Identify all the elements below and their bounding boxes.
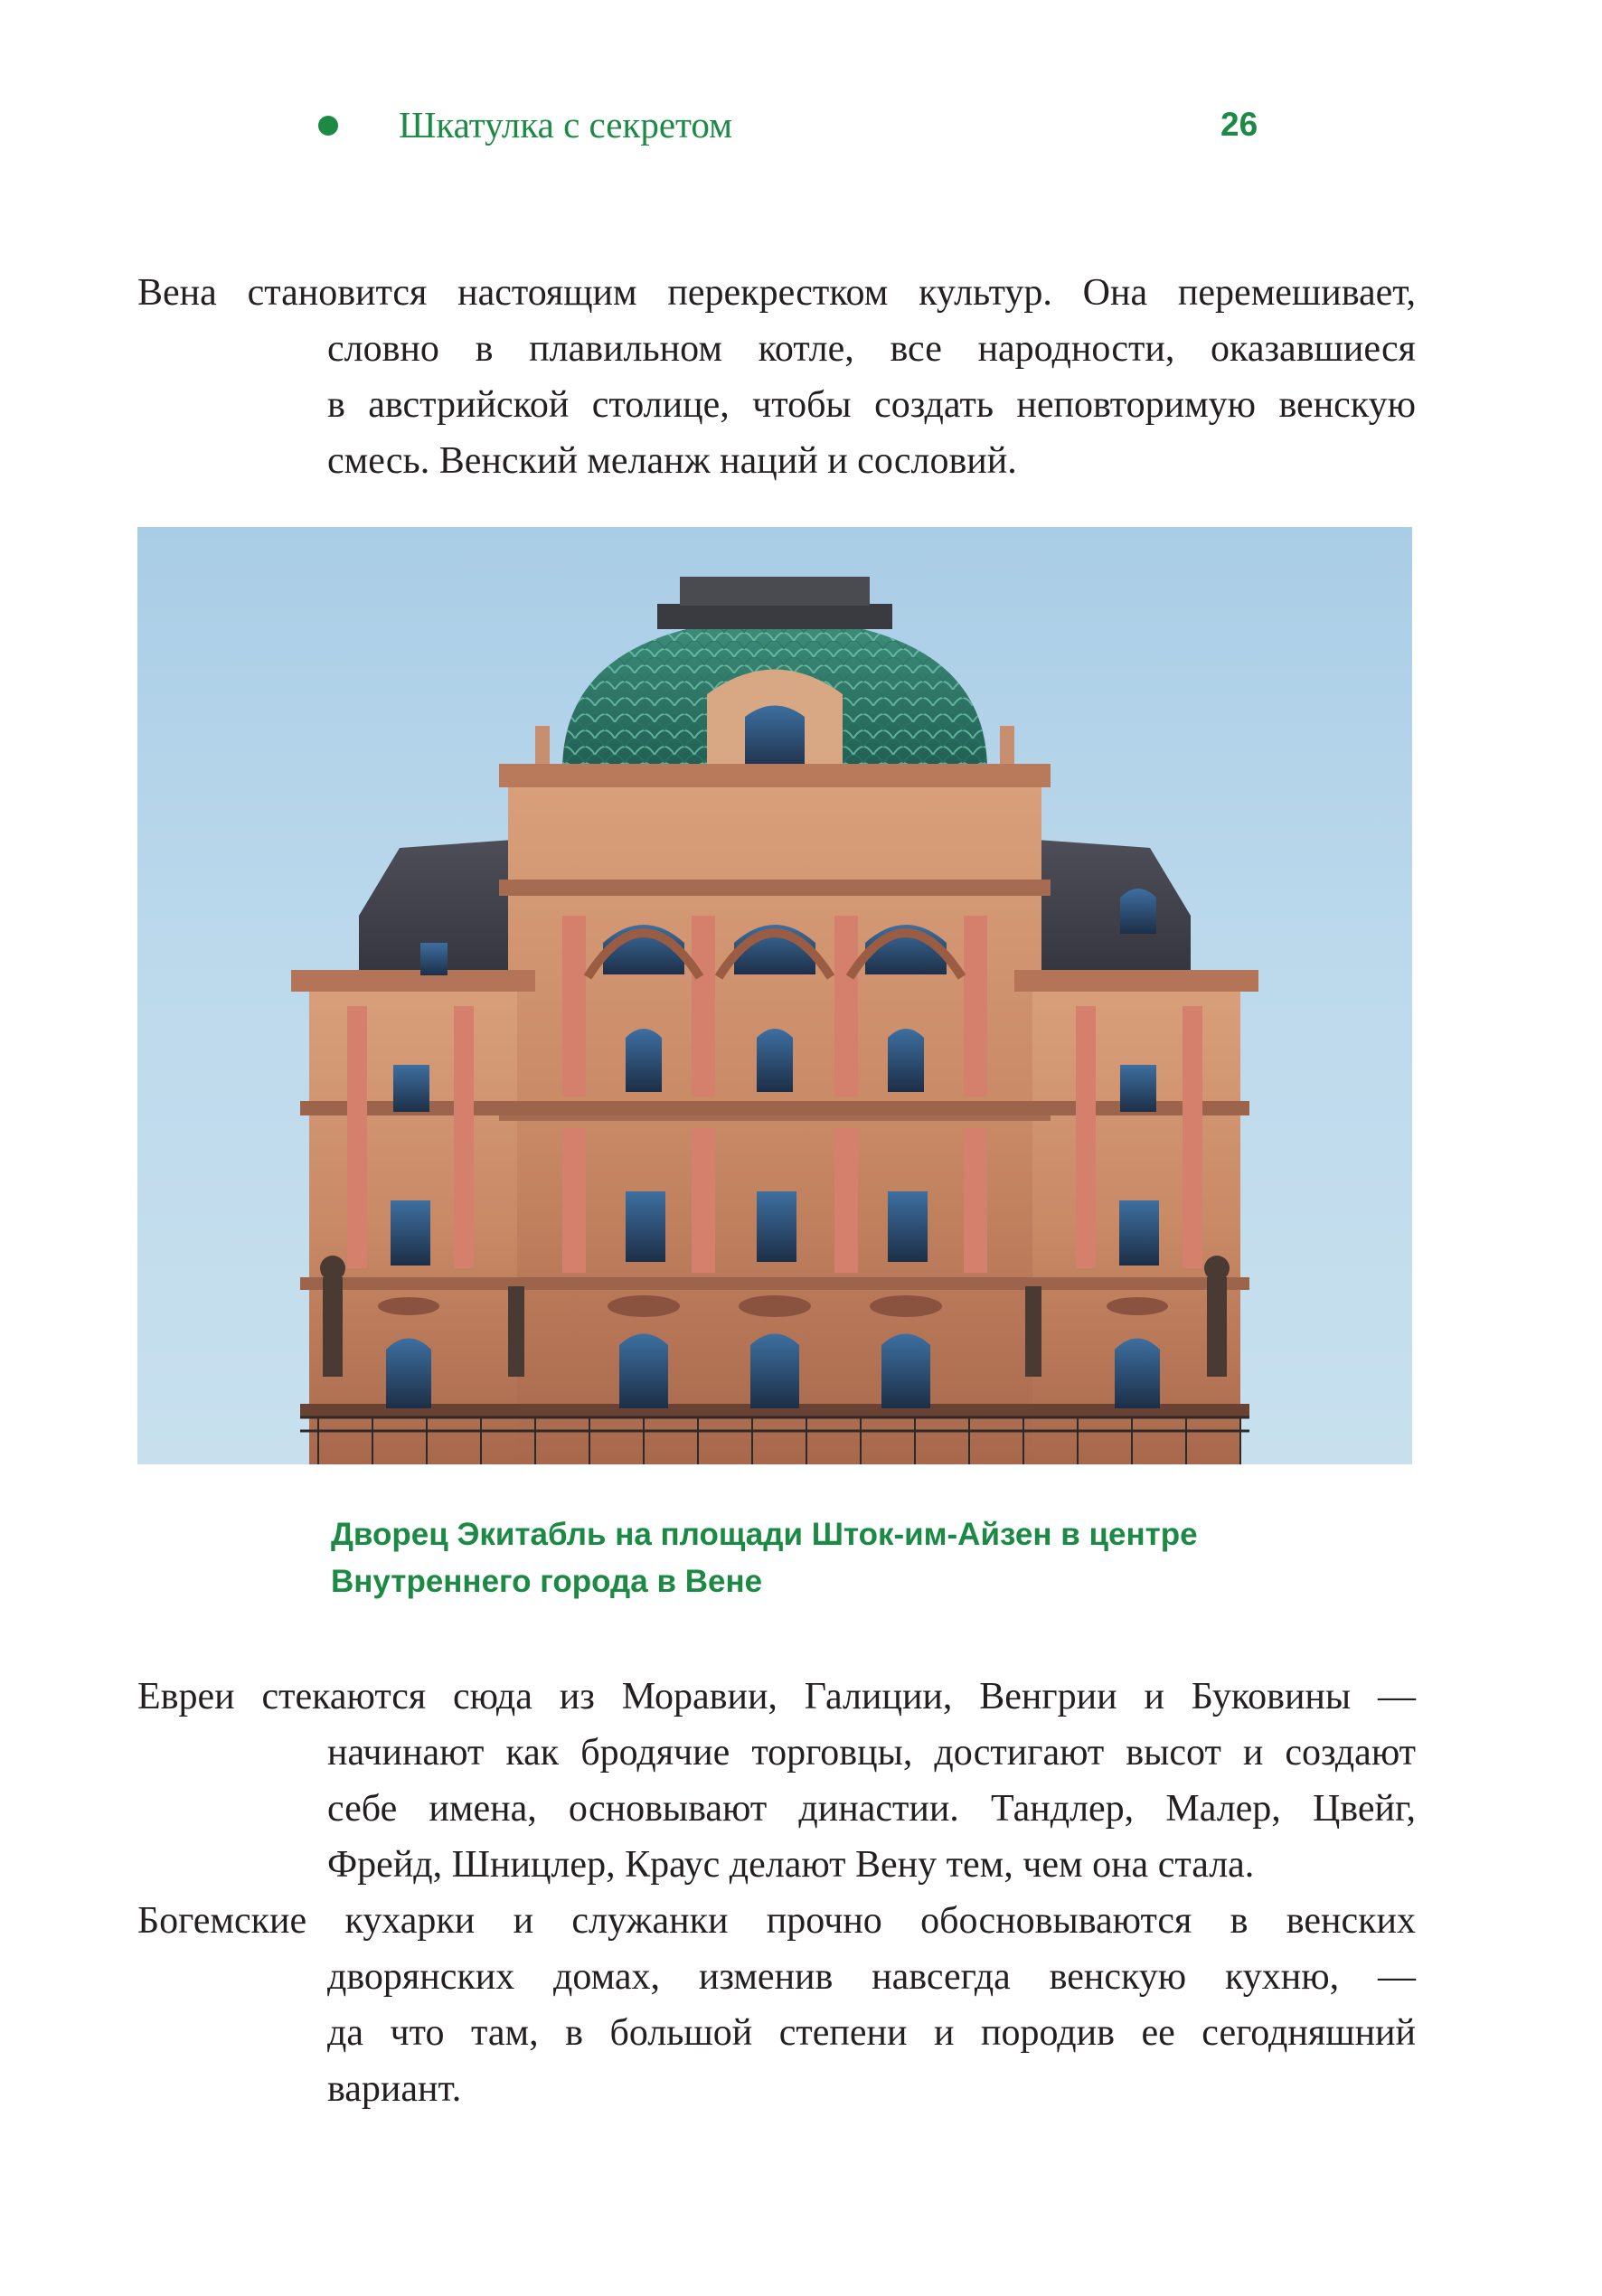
caption-line: Внутреннего города в Вене <box>331 1564 763 1599</box>
paragraph-bohemian-cooks <box>137 1893 1416 2117</box>
palace-photo <box>137 527 1412 1464</box>
text-line: Вена становится настоящим перекрестком культур. Она перемешивает, <box>137 272 1416 314</box>
photo-caption <box>331 1511 1416 1605</box>
text-line: дворянских домах, изменив навсегда венскую кухню, — <box>327 1956 1416 1998</box>
paragraph-jews-vienna <box>137 1669 1416 1893</box>
page-number: 26 <box>1220 106 1258 143</box>
section-title: Шкатулка с секретом <box>399 104 733 146</box>
caption-line: Дворец Экитабль на площади Шток-им-Айзен в центре <box>331 1517 1198 1552</box>
running-head <box>0 99 1602 154</box>
text-line: Евреи стекаются сюда из Моравии, Галиции, Венгрии и Буковины — <box>137 1676 1416 1717</box>
text-line: себе имена, основывают династии. Тандлер, Малер, Цвейг, <box>327 1788 1416 1830</box>
text-line: в австрийской столице, чтобы создать неповторимую венскую <box>327 384 1416 426</box>
text-line: да что там, в большой степени и породив ее сегодняшний <box>327 2012 1416 2054</box>
bullet-icon <box>318 116 338 136</box>
paragraph-vienna-crossroads <box>137 265 1416 489</box>
text-line: словно в плавильном котле, все народности, оказавшиеся <box>327 328 1416 370</box>
text-line: вариант. <box>327 2068 462 2110</box>
palace-illustration <box>137 527 1412 1464</box>
text-line: Фрейд, Шницлер, Краус делают Вену тем, чем она стала. <box>327 1844 1255 1886</box>
text-line: Богемские кухарки и служанки прочно обосновываются в венских <box>137 1900 1416 1942</box>
text-line: начинают как бродячие торговцы, достигают высот и создают <box>327 1732 1416 1774</box>
text-line: смесь. Венский меланж наций и сословий. <box>327 440 1017 482</box>
